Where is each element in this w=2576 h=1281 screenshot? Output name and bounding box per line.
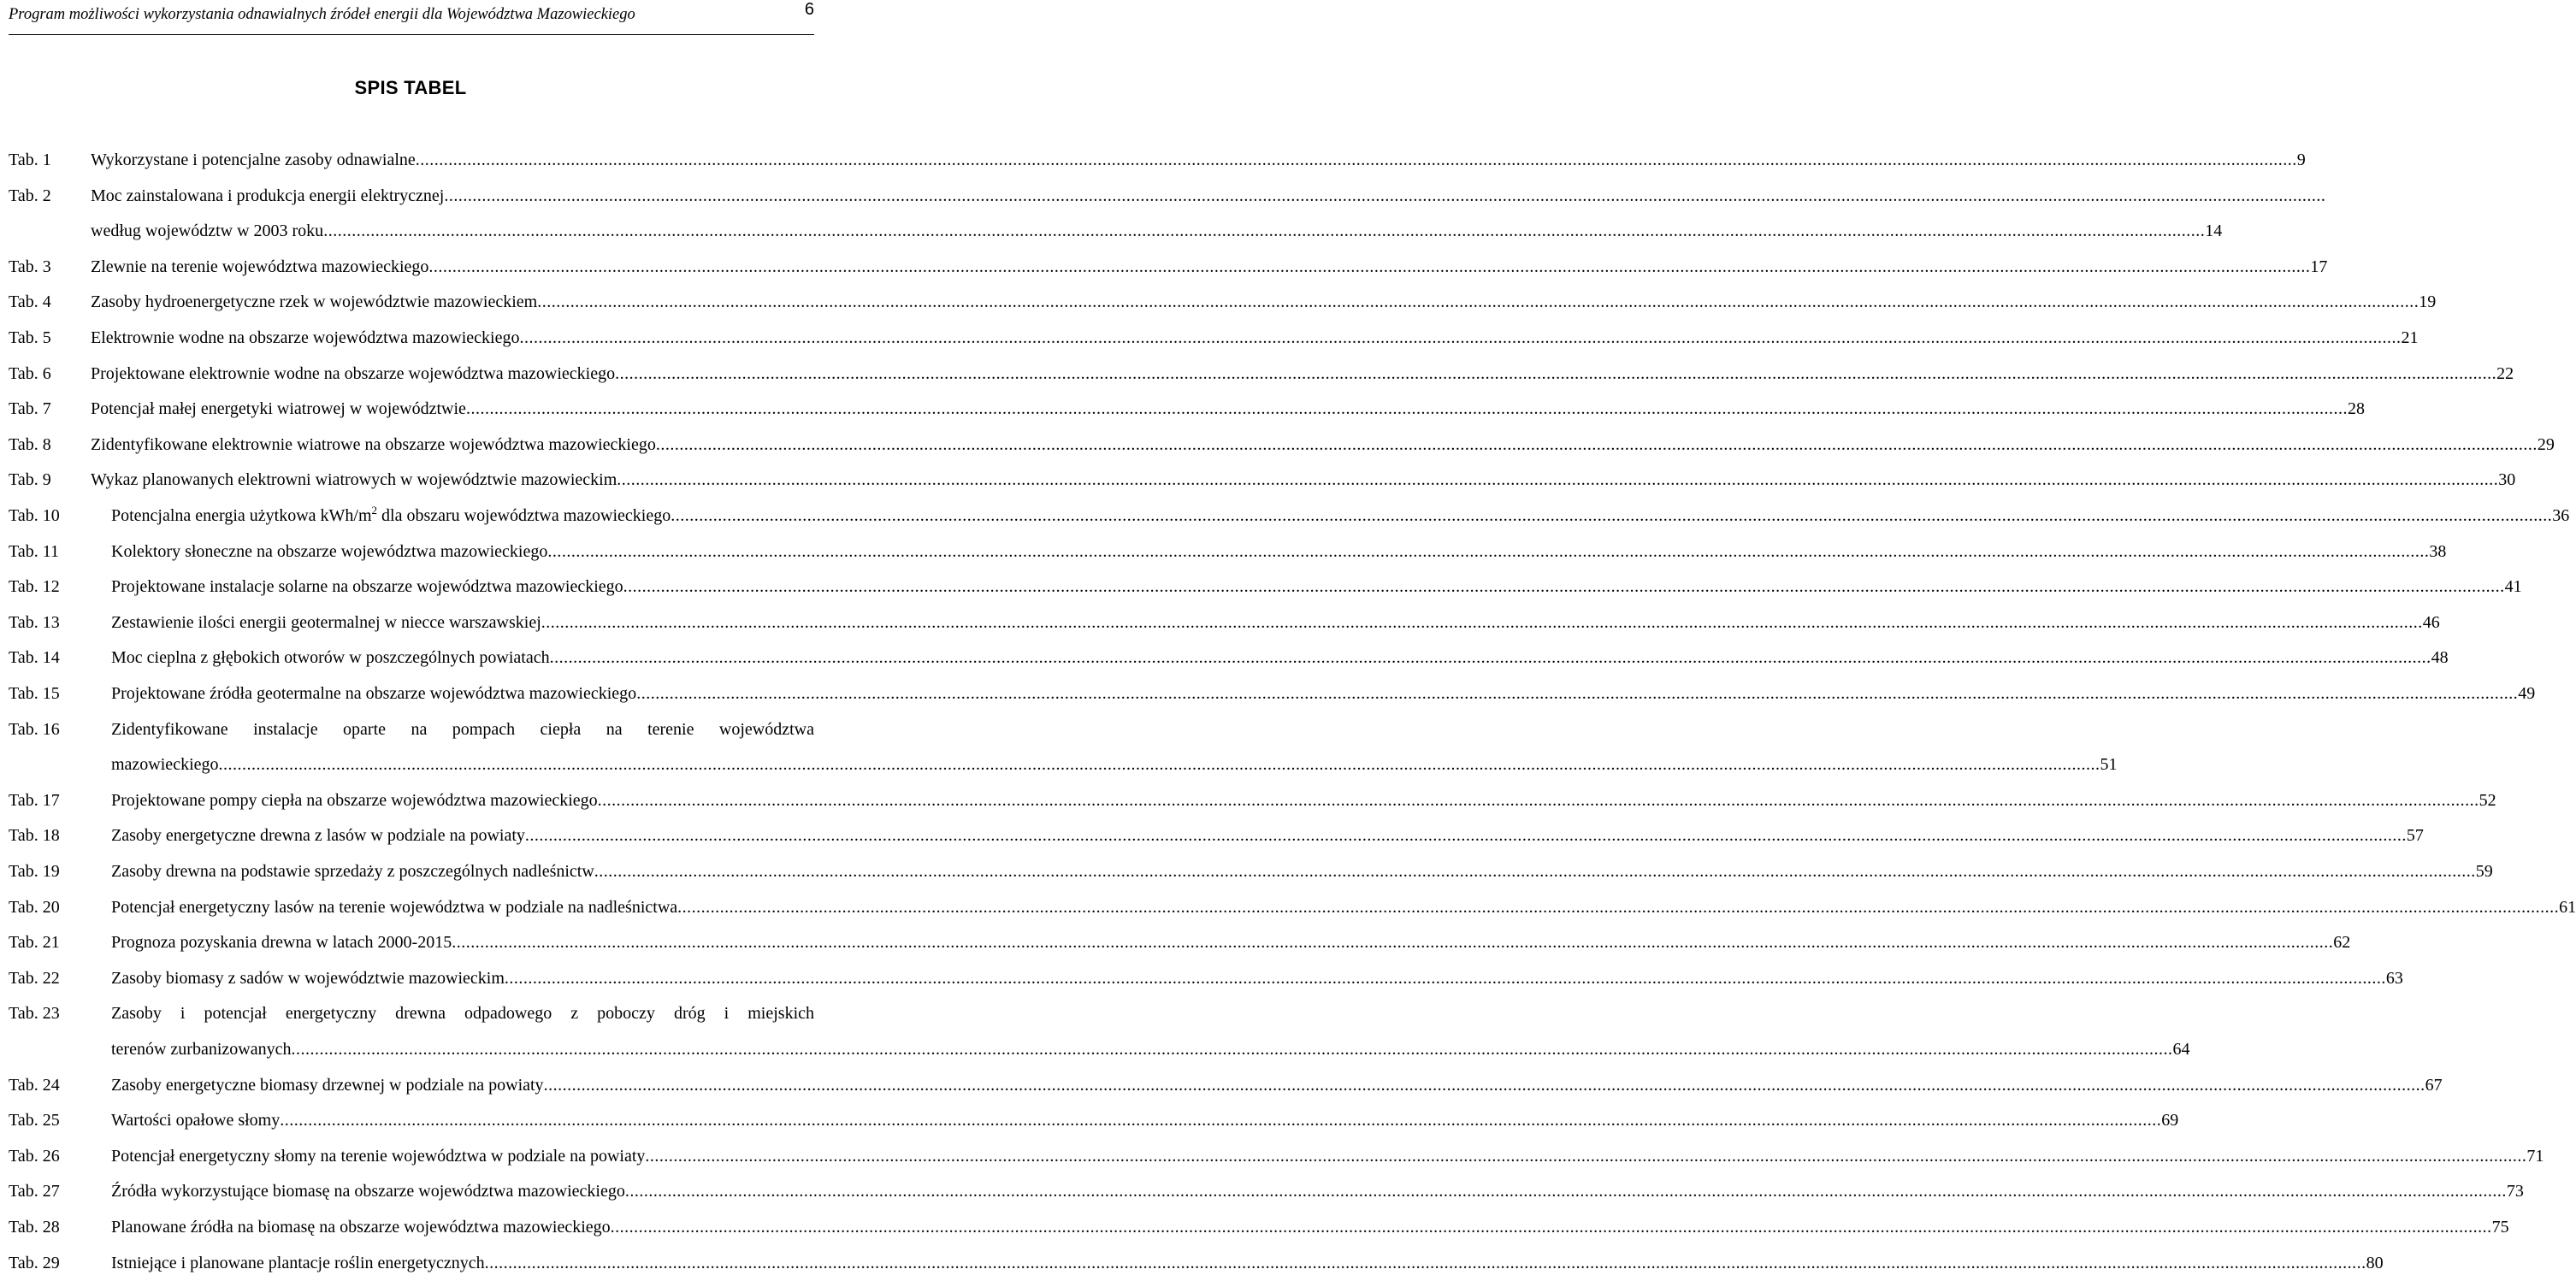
- table-caption: Zasoby hydroenergetyczne rzek w województwie mazowieckiem: [91, 292, 538, 312]
- page-ref: 62: [2333, 933, 2351, 953]
- table-caption: Moc cieplna z głębokich otworów w poszczególnych powiatach: [111, 648, 550, 668]
- toc-entry-body: [111, 1250, 2384, 1276]
- dot-leader: ................................................................................................................................................................................................................................................................................................................................................................................................................: [541, 612, 2423, 632]
- dot-leader: ................................................................................................................................................................................................................................................................................................................................................................................................................: [524, 826, 2407, 846]
- toc-line[interactable]: [0, 183, 2326, 209]
- table-number: Tab. 3: [9, 257, 51, 276]
- toc-line[interactable]: [0, 645, 2449, 670]
- dot-leader: ................................................................................................................................................................................................................................................................................................................................................................................................................: [594, 862, 2476, 881]
- table-number: Tab. 16: [9, 719, 60, 739]
- dot-leader: ................................................................................................................................................................................................................................................................................................................................................................................................................: [444, 186, 2326, 205]
- page-ref: 59: [2475, 862, 2493, 881]
- toc-line[interactable]: [0, 1001, 821, 1026]
- page-ref: 48: [2431, 648, 2449, 668]
- table-number: Tab. 15: [9, 684, 60, 703]
- toc-entry-body: [91, 254, 2328, 280]
- toc-entry-body: [111, 717, 814, 742]
- table-number: Tab. 1: [9, 151, 51, 169]
- table-caption: Wykaz planowanych elektrowni wiatrowych w województwie mazowieckim: [91, 470, 617, 490]
- toc-line[interactable]: [0, 1143, 2544, 1169]
- page-ref: 28: [2347, 399, 2365, 419]
- toc-line[interactable]: [0, 823, 2424, 848]
- table-caption: Potencjał małej energetyki wiatrowej w województwie: [91, 399, 466, 419]
- table-list-heading: SPIS TABEL: [354, 77, 467, 98]
- table-number: Tab. 12: [9, 577, 60, 597]
- table-number: Tab. 9: [9, 470, 51, 490]
- table-caption: Planowane źródła na biomasę na obszarze województwa mazowieckiego: [111, 1218, 611, 1237]
- page-ref: 73: [2506, 1182, 2524, 1201]
- toc-entry-body: [111, 681, 2536, 706]
- toc-line[interactable]: [0, 361, 2514, 387]
- table-caption-continued: dla obszaru województwa mazowieckiego: [377, 506, 671, 525]
- toc-entry-body: [111, 930, 2351, 955]
- dot-leader: ................................................................................................................................................................................................................................................................................................................................................................................................................: [465, 399, 2348, 419]
- table-number: Tab. 6: [9, 363, 51, 383]
- table-number: Tab. 26: [9, 1146, 60, 1166]
- page-ref: 14: [2205, 221, 2223, 241]
- dot-leader: ................................................................................................................................................................................................................................................................................................................................................................................................................: [624, 1182, 2507, 1201]
- toc-entry-body: [91, 396, 2365, 422]
- toc-line[interactable]: [0, 1036, 2190, 1062]
- page-ref: 46: [2422, 612, 2440, 632]
- table-caption: Prognoza pozyskania drewna w latach 2000-2015: [111, 933, 452, 953]
- page-ref: 69: [2161, 1111, 2179, 1130]
- dot-leader: ................................................................................................................................................................................................................................................................................................................................................................................................................: [610, 1218, 2492, 1237]
- table-caption: Projektowane instalacje solarne na obszarze województwa mazowieckiego: [111, 577, 623, 597]
- dot-leader: ................................................................................................................................................................................................................................................................................................................................................................................................................: [484, 1253, 2366, 1272]
- table-number: Tab. 28: [9, 1218, 60, 1237]
- table-number: Tab. 17: [9, 790, 60, 810]
- superscript: 2: [371, 504, 378, 517]
- dot-leader: ................................................................................................................................................................................................................................................................................................................................................................................................................: [671, 506, 2553, 525]
- page-ref: 63: [2385, 968, 2403, 988]
- table-caption: Projektowane źródła geotermalne na obszarze województwa mazowieckiego: [111, 684, 637, 703]
- table-caption: Zidentyfikowane elektrownie wiatrowe na obszarze województwa mazowieckiego: [91, 434, 656, 454]
- dot-leader: ................................................................................................................................................................................................................................................................................................................................................................................................................: [537, 292, 2419, 312]
- toc-entry-body: [111, 1143, 2544, 1169]
- table-number: Tab. 22: [9, 968, 60, 988]
- page-ref: 75: [2491, 1218, 2509, 1237]
- page-ref: 19: [2419, 292, 2437, 312]
- page-ref: 64: [2172, 1040, 2190, 1059]
- toc-line[interactable]: [0, 432, 2555, 458]
- toc-line[interactable]: [0, 147, 2306, 173]
- table-number: Tab. 19: [9, 862, 60, 881]
- table-caption: Projektowane pompy ciepła na obszarze województwa mazowieckiego: [111, 790, 598, 810]
- table-caption: terenów zurbanizowanych: [111, 1040, 292, 1059]
- toc-entry-body: [111, 894, 2576, 920]
- page-ref: 38: [2429, 541, 2447, 561]
- table-number: Tab. 10: [9, 506, 60, 525]
- dot-leader: ................................................................................................................................................................................................................................................................................................................................................................................................................: [291, 1040, 2173, 1059]
- page-ref: 49: [2518, 684, 2536, 703]
- table-caption: Zasoby energetyczne biomasy drzewnej w podziale na powiaty: [111, 1075, 544, 1095]
- toc-entry-body: [111, 823, 2424, 848]
- toc-line[interactable]: [0, 930, 2351, 955]
- table-caption: Zasoby biomasy z sadów w województwie mazowieckim: [111, 968, 505, 988]
- table-number: Tab. 8: [9, 434, 51, 454]
- page-ref: 21: [2401, 328, 2419, 347]
- table-caption: Potencjał energetyczny lasów na terenie województwa w podziale na nadleśnictwa: [111, 897, 678, 917]
- table-caption: Źródła wykorzystujące biomasę na obszarze województwa mazowieckiego: [111, 1182, 625, 1201]
- toc-entry-body: [91, 289, 2437, 315]
- toc-line[interactable]: [0, 254, 2328, 280]
- table-caption: Kolektory słoneczne na obszarze województwa mazowieckiego: [111, 541, 548, 561]
- toc-entry-body: [111, 752, 2118, 777]
- table-caption: Zasoby energetyczne drewna z lasów w podziale na powiaty: [111, 826, 525, 846]
- table-number: Tab. 11: [9, 541, 59, 561]
- toc-line[interactable]: [0, 681, 2536, 706]
- toc-line[interactable]: [0, 752, 2118, 777]
- page-ref: 36: [2552, 506, 2570, 525]
- dot-leader: ................................................................................................................................................................................................................................................................................................................................................................................................................: [636, 684, 2519, 703]
- table-number: Tab. 24: [9, 1075, 60, 1095]
- dot-leader: ................................................................................................................................................................................................................................................................................................................................................................................................................: [623, 577, 2505, 597]
- toc-entry-body: [111, 859, 2493, 884]
- toc-entry-body: [91, 183, 2326, 209]
- toc-line[interactable]: [0, 1250, 2384, 1276]
- document-title: Program możliwości wykorzystania odnawialnych źródeł energii dla Województwa Mazowieckiego: [9, 6, 635, 23]
- table-caption: Wartości opałowe słomy: [111, 1111, 281, 1130]
- table-number: Tab. 29: [9, 1253, 60, 1272]
- toc-line[interactable]: [0, 610, 2440, 635]
- toc-line[interactable]: [0, 859, 2493, 884]
- page-number: 6: [804, 0, 814, 19]
- dot-leader: ................................................................................................................................................................................................................................................................................................................................................................................................................: [597, 790, 2479, 810]
- table-number: Tab. 25: [9, 1111, 60, 1130]
- toc-entry-body: [91, 361, 2514, 387]
- toc-line[interactable]: [0, 894, 2576, 920]
- page-ref: 61: [2559, 897, 2576, 917]
- toc-line[interactable]: [0, 1214, 2509, 1240]
- table-number: Tab. 21: [9, 933, 60, 953]
- dot-leader: ................................................................................................................................................................................................................................................................................................................................................................................................................: [677, 897, 2560, 917]
- toc-entry-body: [111, 965, 2403, 991]
- toc-entry-body: [111, 610, 2440, 635]
- toc-entry-body: [111, 1178, 2524, 1204]
- table-caption: Wykorzystane i potencjalne zasoby odnawialne: [91, 151, 416, 169]
- toc-entry-body: [111, 788, 2496, 813]
- table-caption: Projektowane elektrownie wodne na obszarze województwa mazowieckiego: [91, 363, 616, 383]
- page-ref: 9: [2296, 151, 2306, 169]
- toc-line[interactable]: [0, 1072, 2443, 1098]
- table-number: Tab. 2: [9, 186, 51, 205]
- table-caption: Istniejące i planowane plantacje roślin energetycznych: [111, 1253, 485, 1272]
- page-ref: 80: [2366, 1253, 2384, 1272]
- toc-entry-body: [91, 147, 2306, 173]
- toc-line[interactable]: [0, 965, 2403, 991]
- page-ref: 57: [2406, 826, 2424, 846]
- table-caption: według województw w 2003 roku: [91, 221, 324, 241]
- toc-entry-body: [111, 503, 2570, 528]
- toc-entry-body: [91, 467, 2516, 493]
- toc-entry-body: [111, 539, 2447, 564]
- toc-entry-body: [91, 325, 2419, 351]
- page-ref: 30: [2498, 470, 2516, 490]
- dot-leader: ................................................................................................................................................................................................................................................................................................................................................................................................................: [655, 434, 2538, 454]
- table-caption: Zlewnie na terenie województwa mazowieckiego: [91, 257, 429, 276]
- page-ref: 22: [2496, 363, 2514, 383]
- toc-line[interactable]: [0, 218, 2223, 244]
- toc-entry-body: [111, 1072, 2443, 1098]
- toc-line[interactable]: [0, 1178, 2524, 1204]
- toc-entry-body: [111, 1001, 814, 1026]
- table-number: Tab. 7: [9, 399, 51, 419]
- table-caption: Zasoby drewna na podstawie sprzedaży z poszczególnych nadleśnictw: [111, 862, 594, 881]
- dot-leader: ................................................................................................................................................................................................................................................................................................................................................................................................................: [504, 968, 2386, 988]
- toc-entry-body: [111, 1107, 2179, 1133]
- dot-leader: ................................................................................................................................................................................................................................................................................................................................................................................................................: [280, 1111, 2162, 1130]
- toc-line[interactable]: [0, 467, 2516, 493]
- toc-line[interactable]: [0, 1107, 2179, 1133]
- dot-leader: ................................................................................................................................................................................................................................................................................................................................................................................................................: [543, 1075, 2425, 1095]
- toc-entry-body: [111, 574, 2522, 599]
- table-number: Tab. 5: [9, 328, 51, 347]
- page-ref: 67: [2425, 1075, 2443, 1095]
- table-caption: Zidentyfikowane instalacje oparte na pompach ciepła na terenie województwa: [111, 719, 814, 739]
- table-caption: Elektrownie wodne na obszarze województwa mazowieckiego: [91, 328, 520, 347]
- page-ref: 29: [2537, 434, 2555, 454]
- dot-leader: ................................................................................................................................................................................................................................................................................................................................................................................................................: [428, 257, 2311, 276]
- table-number: Tab. 20: [9, 897, 60, 917]
- dot-leader: ................................................................................................................................................................................................................................................................................................................................................................................................................: [415, 151, 2297, 169]
- toc-line[interactable]: [0, 574, 2522, 599]
- toc-entry-body: [91, 432, 2555, 458]
- toc-line[interactable]: [0, 717, 821, 742]
- page-ref: 51: [2100, 755, 2118, 775]
- dot-leader: ................................................................................................................................................................................................................................................................................................................................................................................................................: [218, 755, 2100, 775]
- table-caption: Potencjalna energia użytkowa kWh/$m^2$ dla obszaru województwa mazowieckiego: [111, 504, 671, 525]
- toc-entry-body: [91, 218, 2223, 244]
- toc-entry-body: [111, 1214, 2509, 1240]
- dot-leader: ................................................................................................................................................................................................................................................................................................................................................................................................................: [323, 221, 2206, 241]
- dot-leader: ................................................................................................................................................................................................................................................................................................................................................................................................................: [645, 1146, 2527, 1166]
- page-ref: 17: [2310, 257, 2328, 276]
- dot-leader: ................................................................................................................................................................................................................................................................................................................................................................................................................: [615, 363, 2497, 383]
- table-number: Tab. 18: [9, 826, 60, 846]
- table-number: Tab. 4: [9, 292, 51, 312]
- table-caption: Zestawienie ilości energii geotermalnej w niecce warszawskiej: [111, 612, 541, 632]
- dot-leader: ................................................................................................................................................................................................................................................................................................................................................................................................................: [549, 648, 2431, 668]
- dot-leader: ................................................................................................................................................................................................................................................................................................................................................................................................................: [452, 933, 2334, 953]
- toc-entry-body: [111, 1036, 2190, 1062]
- dot-leader: ................................................................................................................................................................................................................................................................................................................................................................................................................: [547, 541, 2430, 561]
- toc-line[interactable]: [0, 503, 2570, 528]
- table-number: Tab. 23: [9, 1004, 60, 1024]
- table-number: Tab. 13: [9, 612, 60, 632]
- toc-line[interactable]: [0, 396, 2365, 422]
- table-number: Tab. 27: [9, 1182, 60, 1201]
- toc-entry-body: [111, 645, 2449, 670]
- table-caption: Potencjał energetyczny słomy na terenie województwa w podziale na powiaty: [111, 1146, 646, 1166]
- dot-leader: ................................................................................................................................................................................................................................................................................................................................................................................................................: [519, 328, 2402, 347]
- table-caption: Zasoby i potencjał energetyczny drewna odpadowego z poboczy dróg i miejskich: [111, 1004, 814, 1024]
- table-number: Tab. 14: [9, 648, 60, 668]
- toc-line[interactable]: [0, 539, 2447, 564]
- page-ref: 52: [2479, 790, 2496, 810]
- toc-line[interactable]: [0, 788, 2496, 813]
- toc-line[interactable]: [0, 325, 2419, 351]
- page-ref: 41: [2504, 577, 2522, 597]
- page-ref: 71: [2526, 1146, 2544, 1166]
- table-caption: mazowieckiego: [111, 755, 219, 775]
- toc-line[interactable]: [0, 289, 2437, 315]
- table-caption: Moc zainstalowana i produkcja energii elektrycznej: [91, 186, 445, 205]
- dot-leader: ................................................................................................................................................................................................................................................................................................................................................................................................................: [617, 470, 2499, 490]
